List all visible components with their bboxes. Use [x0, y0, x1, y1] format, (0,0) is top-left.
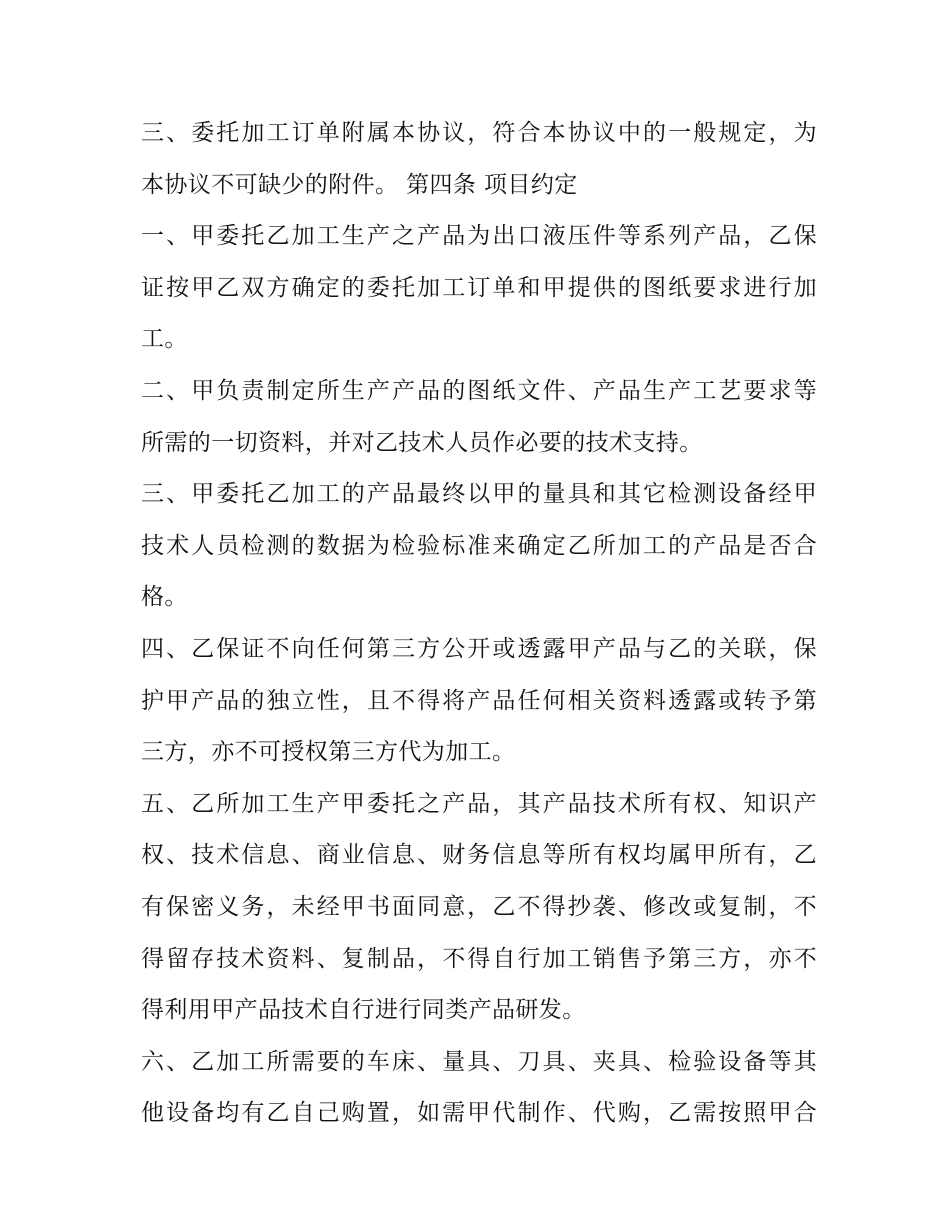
paragraph-line: 三、委托加工订单附属本协议，符合本协议中的一般规定，为 — [141, 120, 817, 146]
paragraph-line: 格。 — [141, 584, 188, 611]
paragraph-line: 工。 — [141, 326, 188, 353]
paragraph-line: 他设备均有乙自己购置，如需甲代制作、代购，乙需按照甲合 — [141, 1100, 817, 1127]
paragraph-line: 五、乙所加工生产甲委托之产品，其产品技术所有权、知识产 — [141, 790, 817, 817]
paragraph-line: 权、技术信息、商业信息、财务信息等所有权均属甲所有，乙 — [141, 842, 817, 869]
paragraph-line: 所需的一切资料，并对乙技术人员作必要的技术支持。 — [141, 429, 703, 456]
paragraph-line: 护甲产品的独立性，且不得将产品任何相关资料透露或转予第 — [141, 687, 817, 714]
paragraph-line: 本协议不可缺少的附件。 第四条 项目约定 — [141, 171, 578, 198]
paragraph-line: 证按甲乙双方确定的委托加工订单和甲提供的图纸要求进行加 — [141, 274, 817, 301]
paragraph-line: 三、甲委托乙加工的产品最终以甲的量具和其它检测设备经甲 — [141, 481, 817, 508]
document-body — [141, 108, 817, 1140]
paragraph-line: 技术人员检测的数据为检验标准来确定乙所加工的产品是否合 — [141, 532, 817, 559]
paragraph-line: 一、甲委托乙加工生产之产品为出口液压件等系列产品，乙保 — [141, 223, 817, 250]
paragraph-line: 得留存技术资料、复制品，不得自行加工销售予第三方，亦不 — [141, 945, 817, 972]
paragraph-line: 有保密义务，未经甲书面同意，乙不得抄袭、修改或复制，不 — [141, 893, 817, 920]
paragraph-line: 四、乙保证不向任何第三方公开或透露甲产品与乙的关联，保 — [141, 635, 817, 662]
paragraph-line: 六、乙加工所需要的车床、量具、刀具、夹具、检验设备等其 — [141, 1048, 817, 1075]
paragraph-line: 二、甲负责制定所生产产品的图纸文件、产品生产工艺要求等 — [141, 377, 817, 404]
paragraph-line: 得利用甲产品技术自行进行同类产品研发。 — [141, 997, 586, 1024]
paragraph-line: 三方，亦不可授权第三方代为加工。 — [141, 739, 516, 766]
